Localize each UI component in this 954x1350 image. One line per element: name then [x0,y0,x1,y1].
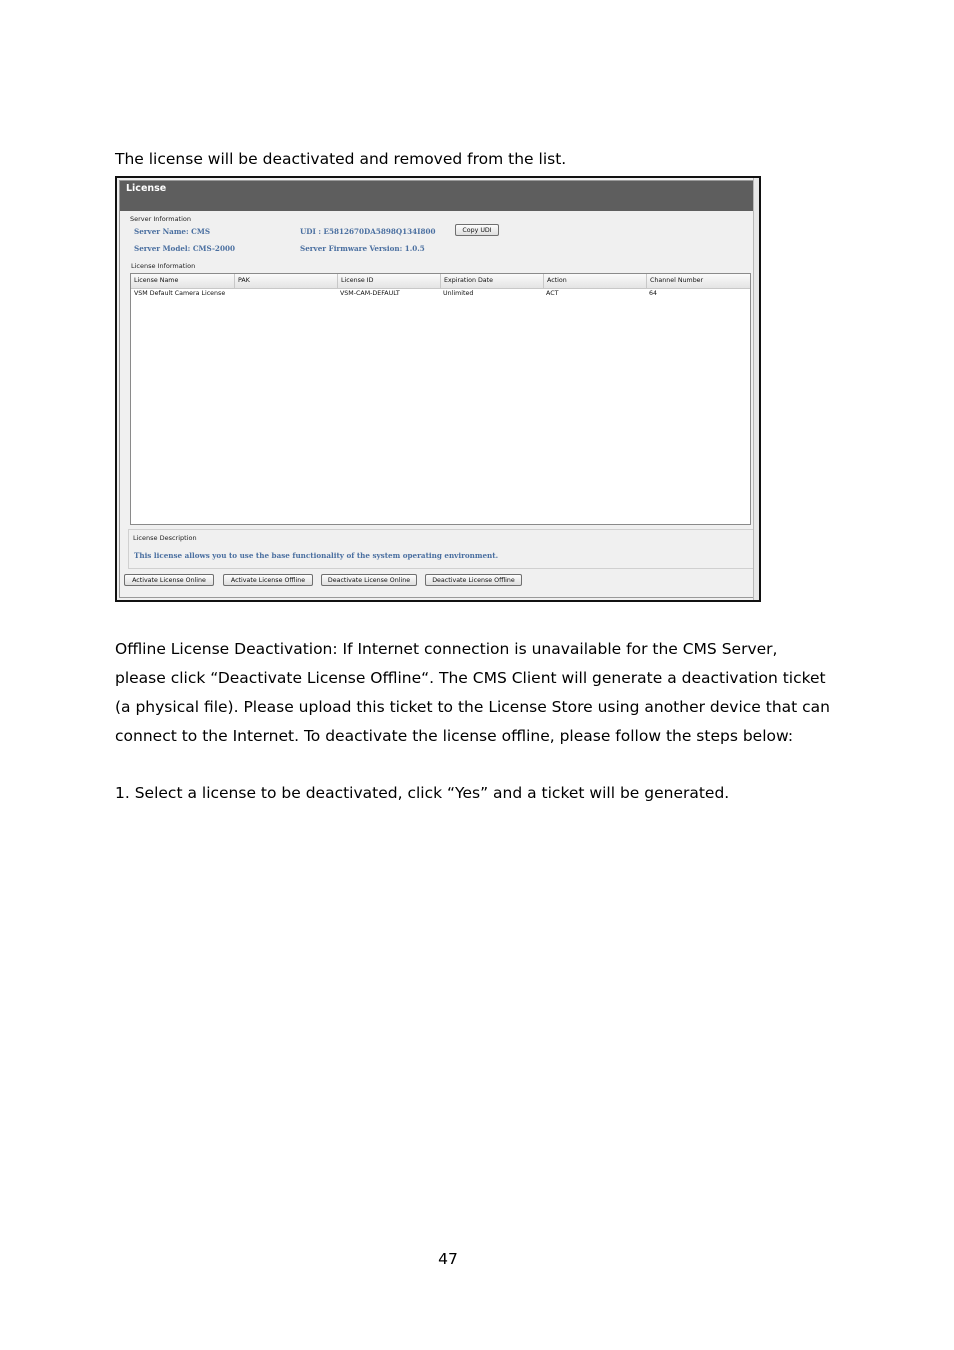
deactivate-license-offline-button[interactable]: Deactivate License Offline [425,574,522,586]
license-description-label: License Description [133,534,197,542]
license-information-label: License Information [131,262,196,270]
page-number: 47 [438,1250,458,1268]
paragraph-line: connect to the Internet. To deactivate the license offline, please follow the steps below: [115,727,794,745]
column-expiration-date[interactable]: Expiration Date [440,274,543,288]
cell-license-name: VSM Default Camera License [134,290,226,297]
udi-value: UDI : E5812670DA5898Q134I800 [300,227,436,236]
cell-expiration-date: Unlimited [443,290,474,297]
copy-udi-button[interactable]: Copy UDI [455,224,499,236]
cell-license-id: VSM-CAM-DEFAULT [340,290,400,297]
server-model: Server Model: CMS-2000 [134,244,235,253]
column-pak[interactable]: PAK [234,274,337,288]
window-title: License [120,181,753,211]
server-information-label: Server Information [130,215,192,223]
paragraph-line: (a physical file). Please upload this ticket to the License Store using another device that can [115,698,831,716]
offline-deactivation-paragraph [115,635,830,751]
intro-text: The license will be deactivated and removed from the list. [115,150,567,168]
column-channel-number[interactable]: Channel Number [646,274,750,288]
paragraph-line: Offline License Deactivation: If Internet connection is unavailable for the CMS Server, [115,640,778,658]
cell-channel-number: 64 [649,290,658,297]
license-table[interactable] [130,273,751,525]
window-right-border [753,178,759,600]
column-action[interactable]: Action [543,274,646,288]
paragraph-line: please click “Deactivate License Offline“. The CMS Client will generate a deactivation ticket [115,669,826,687]
server-name: Server Name: CMS [134,227,211,236]
activate-license-online-button[interactable]: Activate License Online [124,574,214,586]
column-license-id[interactable]: License ID [337,274,440,288]
table-header [131,274,750,289]
column-license-name[interactable]: License Name [134,277,179,284]
license-description-group [128,529,757,569]
license-window [119,180,754,598]
deactivate-license-online-button[interactable]: Deactivate License Online [321,574,417,586]
license-description-text: This license allows you to use the base functionality of the system operating environment. [134,551,499,560]
cell-action: ACT [546,290,559,297]
activate-license-offline-button[interactable]: Activate License Offline [223,574,313,586]
firmware-version: Server Firmware Version: 1.0.5 [300,244,425,253]
license-window-screenshot [115,176,761,602]
step-1-text: 1. Select a license to be deactivated, click “Yes” and a ticket will be generated. [115,784,730,802]
